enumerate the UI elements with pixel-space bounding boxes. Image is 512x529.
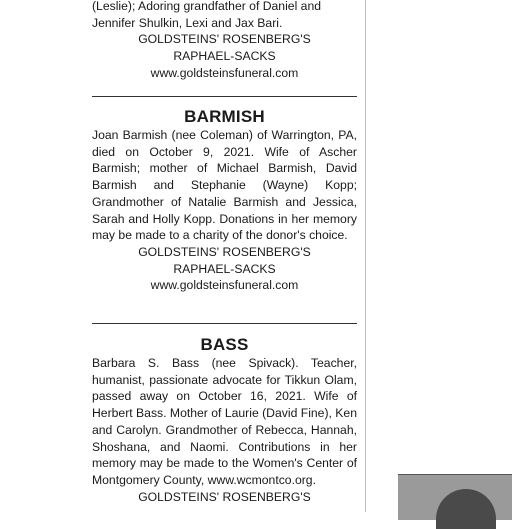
obituary-photo — [398, 474, 512, 520]
column-separator — [365, 0, 366, 512]
obit-fragment-line-2: Jennifer Shulkin, Lexi and Jax Bari. — [92, 15, 283, 30]
funeral-home-name: GOLDSTEINS' ROSENBERG'S — [138, 489, 311, 504]
obituary-bass — [92, 335, 357, 505]
divider — [92, 323, 357, 324]
obituary-title: BARMISH — [184, 107, 265, 126]
funeral-home-name: GOLDSTEINS' ROSENBERG'S — [138, 244, 311, 259]
obituary-body: Barbara S. Bass (nee Spivack). Teacher, humanist, passionate advocate for Tikkun Olam, passed away on October 16, 2021. Wife of Herbert Bass. Mother of Laurie (David Fine), Ken and Carolyn. Grandmother of Rebecca, Hannah, Shoshana, and Naomi. Contributions in her memory may be made to the Women's Center of Montgomery County, www.wcmontco.org. — [92, 356, 357, 487]
obit-fragment-line-1: (Leslie); Adoring grandfather of Daniel and — [92, 0, 321, 13]
funeral-home-url: www.goldsteinsfuneral.com — [150, 278, 299, 293]
portrait-silhouette — [436, 489, 496, 529]
funeral-home-subname: RAPHAEL-SACKS — [173, 49, 276, 64]
funeral-home-subname: RAPHAEL-SACKS — [173, 261, 276, 276]
divider — [92, 96, 357, 97]
obituary-barmish — [92, 107, 357, 294]
obituary-title: BASS — [200, 335, 249, 354]
funeral-home-name: GOLDSTEINS' ROSENBERG'S — [138, 32, 311, 47]
funeral-home-url: www.goldsteinsfuneral.com — [150, 65, 299, 80]
obituary-body: Joan Barmish (nee Coleman) of Warrington, PA, died on October 9, 2021. Wife of Ascher Barmish; mother of Michael Barmish, David Barmish and Stephanie (Wayne) Kopp; Grandmother of Natalie Barmish and Jessica, Sarah and Holly Kopp. Donations in her memory may be made to a charity of the donor's choice. — [92, 128, 357, 243]
